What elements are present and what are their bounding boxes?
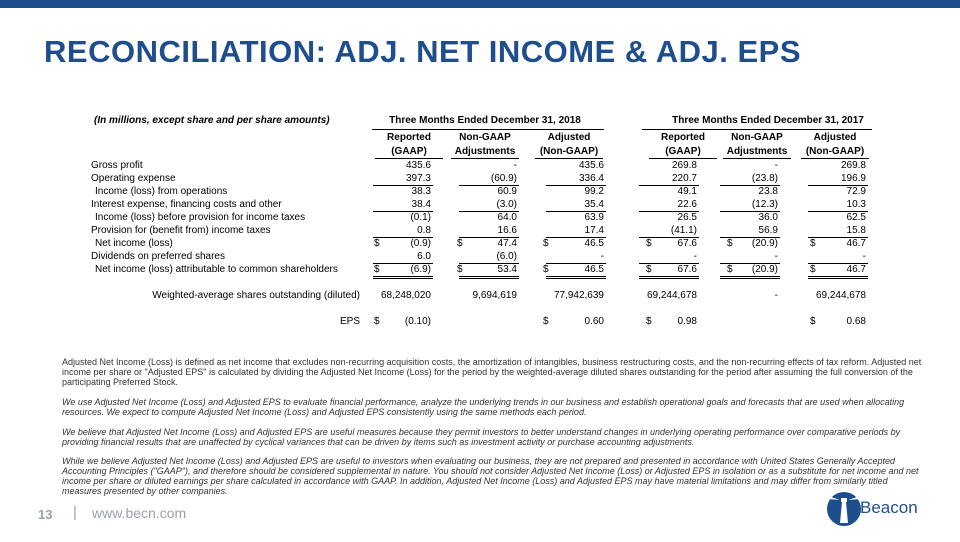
table-rule [546,185,606,186]
period-2017-underline [642,129,872,130]
table-cell: (60.9) [490,173,517,184]
table-cell: 46.5 [584,264,604,275]
footer-url[interactable]: www.becn.com [92,505,187,521]
table-cell: (0.1) [410,212,431,223]
col-header-underline [451,158,519,159]
col-header-underline [801,158,869,159]
eps-label: EPS [339,316,360,327]
page-title: RECONCILIATION: ADJ. NET INCOME & ADJ. EPS [44,34,802,69]
table-rule [546,237,606,238]
currency-symbol: $ [457,264,463,275]
note-paragraph: We use Adjusted Net Income (Loss) and Adjusted EPS to evaluate financial performance, analyze the underlying trends in our business and establish operational goals and forecasts that are used when allocating resources. We expect to compute Adjusted Net Income (Loss) and Adjusted EPS consistently using the same methods each period. [62,397,905,417]
table-cell: (3.0) [496,199,517,210]
shares-cell: 77,942,639 [553,290,604,301]
table-rule [546,211,606,212]
table-cell: (41.1) [670,225,697,236]
currency-symbol: $ [810,238,816,249]
note-paragraph: We believe that Adjusted Net Income (Loss) and Adjusted EPS are useful measures because they permit investors to better understand changes in underlying operating performance over comparative periods by providing financial results that are unaffected by cyclical variances that can be driven by items such as investment activity or purchase accounting adjustments. [62,427,901,447]
table-cell: 196.9 [840,173,866,184]
shares-label: Weighted-average shares outstanding (diluted) [152,290,360,301]
table-cell: 53.4 [497,264,517,275]
table-rule [459,211,519,212]
period-2017-header: Three Months Ended December 31, 2017 [672,115,864,126]
col-header-reported-line1: Reported [661,132,705,143]
table-row-label: Operating expense [91,173,176,184]
table-rule [808,185,868,186]
table-cell: 35.4 [584,199,604,210]
table-double-rule [373,276,433,279]
table-rule [373,237,433,238]
table-rule [459,237,519,238]
table-rule [808,237,868,238]
page-number: 13 [38,507,53,522]
table-double-rule [546,276,606,279]
col-header-reported-line2: (GAAP) [665,146,701,157]
table-row-label: Net income (loss) [95,238,173,249]
col-header-underline [535,158,603,159]
table-rule [720,185,780,186]
currency-symbol: $ [646,264,652,275]
eps-currency: $ [374,316,380,327]
currency-symbol: $ [374,238,380,249]
logo-wordmark: Beacon [860,498,918,517]
table-cell: 22.6 [677,199,697,210]
table-cell: 336.4 [578,173,604,184]
shares-cell: 69,244,678 [646,290,697,301]
eps-cell: 0.68 [846,316,866,327]
table-row-label: Provision for (benefit from) income taxes [91,225,271,236]
col-header-underline [649,158,717,159]
table-cell: 63.9 [584,212,604,223]
col-header-nongaap-line1: Non-GAAP [731,132,783,143]
currency-symbol: $ [543,264,549,275]
table-cell: 38.4 [411,199,431,210]
col-header-underline [723,158,791,159]
col-header-nongaap-line2: Adjustments [454,146,516,157]
table-cell: (0.9) [410,238,431,249]
table-cell: 49.1 [677,186,697,197]
table-rule [459,263,519,264]
table-rule [639,263,699,264]
table-cell: (6.9) [410,264,431,275]
table-row-label: Net income (loss) attributable to common shareholders [95,264,338,275]
currency-symbol: $ [543,238,549,249]
table-cell: 220.7 [671,173,697,184]
eps-cell: 0.98 [677,316,697,327]
table-cell: 46.7 [846,264,866,275]
table-rule [373,185,433,186]
table-cell: 36.0 [758,212,778,223]
table-cell: - [862,251,866,262]
currency-symbol: $ [374,264,380,275]
col-header-adjusted-line1: Adjusted [813,132,857,143]
note-paragraph: While we believe Adjusted Net Income (Loss) and Adjusted EPS are useful to investors when evaluating our business, they are not prepared and presented in accordance with United States Generally Accepted Accounting Principles ("GAAP"), and therefore should be considered supplemental in nature. You should not consider Adjusted Net Income (Loss) or Adjusted EPS in isolation or as a substitute for net income and net income per share or diluted earnings per share calculated in accordance with GAAP. In addition, Adjusted Net Income (Loss) and Adjusted EPS may have material limitations and may differ from similarly titled measures presented by other companies. [62,456,919,496]
table-cell: (20.9) [751,264,778,275]
unit-note: (In millions, except share and per share amounts) [94,115,330,126]
table-rule [639,237,699,238]
table-row-label: Income (loss) before provision for income taxes [95,212,306,223]
table-cell: 17.4 [584,225,604,236]
table-rule [720,263,780,264]
footer-separator: | [73,504,77,521]
table-cell: - [693,251,697,262]
table-cell: 435.6 [405,160,431,171]
table-rule [720,237,780,238]
table-cell: (20.9) [751,238,778,249]
table-cell: (23.8) [751,173,778,184]
table-rule [808,263,868,264]
currency-symbol: $ [457,238,463,249]
period-2018-underline [372,129,604,130]
col-header-nongaap-line2: Adjustments [726,146,788,157]
table-rule [808,211,868,212]
table-cell: - [774,251,778,262]
currency-symbol: $ [646,238,652,249]
table-double-rule [720,276,780,279]
currency-symbol: $ [727,264,733,275]
table-cell: 56.9 [758,225,778,236]
currency-symbol: $ [727,238,733,249]
eps-cell: (0.10) [404,316,431,327]
table-cell: 46.5 [584,238,604,249]
table-rule [720,211,780,212]
table-cell: 72.9 [846,186,866,197]
eps-currency: $ [810,316,816,327]
table-rule [373,263,433,264]
shares-cell: 9,694,619 [472,290,517,301]
eps-currency: $ [543,316,549,327]
table-cell: 67.6 [677,264,697,275]
shares-cell: - [774,290,778,301]
table-cell: 67.6 [677,238,697,249]
shares-cell: 68,248,020 [380,290,431,301]
col-header-adjusted-line2: (Non-GAAP) [805,146,865,157]
currency-symbol: $ [810,264,816,275]
table-row-label: Gross profit [91,160,143,171]
col-header-reported-line1: Reported [387,132,431,143]
table-cell: 6.0 [417,251,431,262]
table-cell: 10.3 [846,199,866,210]
table-cell: 0.8 [417,225,431,236]
table-rule [459,185,519,186]
table-cell: 397.3 [405,173,431,184]
table-cell: 99.2 [584,186,604,197]
note-paragraph: Adjusted Net Income (Loss) is defined as net income that excludes non-recurring acquisition costs, the amortization of intangibles, business restructuring costs, and the non-recurring effects of tax reform. Adjusted net income per share or "Adjusted EPS" is calculated by dividing the Adjusted Net Income (Loss) for the period by the weighted-average diluted shares outstanding for the period after assuming the full conversion of the participating Preferred Stock. [62,357,922,387]
table-cell: 26.5 [677,212,697,223]
table-cell: 47.4 [497,238,517,249]
col-header-adjusted-line2: (Non-GAAP) [539,146,599,157]
eps-currency: $ [646,316,652,327]
col-header-adjusted-line1: Adjusted [547,132,591,143]
table-cell: 269.8 [840,160,866,171]
table-rule [639,185,699,186]
eps-cell: 0.60 [584,316,604,327]
table-cell: 16.6 [497,225,517,236]
table-rule [546,263,606,264]
table-row-label: Dividends on preferred shares [91,251,225,262]
top-accent-bar [0,0,960,8]
table-double-rule [459,276,519,279]
table-row-label: Income (loss) from operations [95,186,228,197]
col-header-nongaap-line1: Non-GAAP [459,132,511,143]
table-cell: - [774,160,778,171]
table-cell: 60.9 [497,186,517,197]
table-cell: 23.8 [758,186,778,197]
table-cell: 435.6 [578,160,604,171]
table-cell: (12.3) [751,199,778,210]
table-cell: - [513,160,517,171]
table-rule [639,211,699,212]
table-cell: 38.3 [411,186,431,197]
col-header-reported-line2: (GAAP) [391,146,427,157]
table-cell: 46.7 [846,238,866,249]
table-cell: 62.5 [846,212,866,223]
table-double-rule [808,276,868,279]
table-cell: - [600,251,604,262]
table-cell: (6.0) [496,251,517,262]
table-double-rule [639,276,699,279]
period-2018-header: Three Months Ended December 31, 2018 [389,115,581,126]
table-cell: 269.8 [671,160,697,171]
table-cell: 15.8 [846,225,866,236]
shares-cell: 69,244,678 [815,290,866,301]
table-rule [373,211,433,212]
col-header-underline [375,158,443,159]
table-cell: 64.0 [497,212,517,223]
table-row-label: Interest expense, financing costs and other [91,199,282,210]
